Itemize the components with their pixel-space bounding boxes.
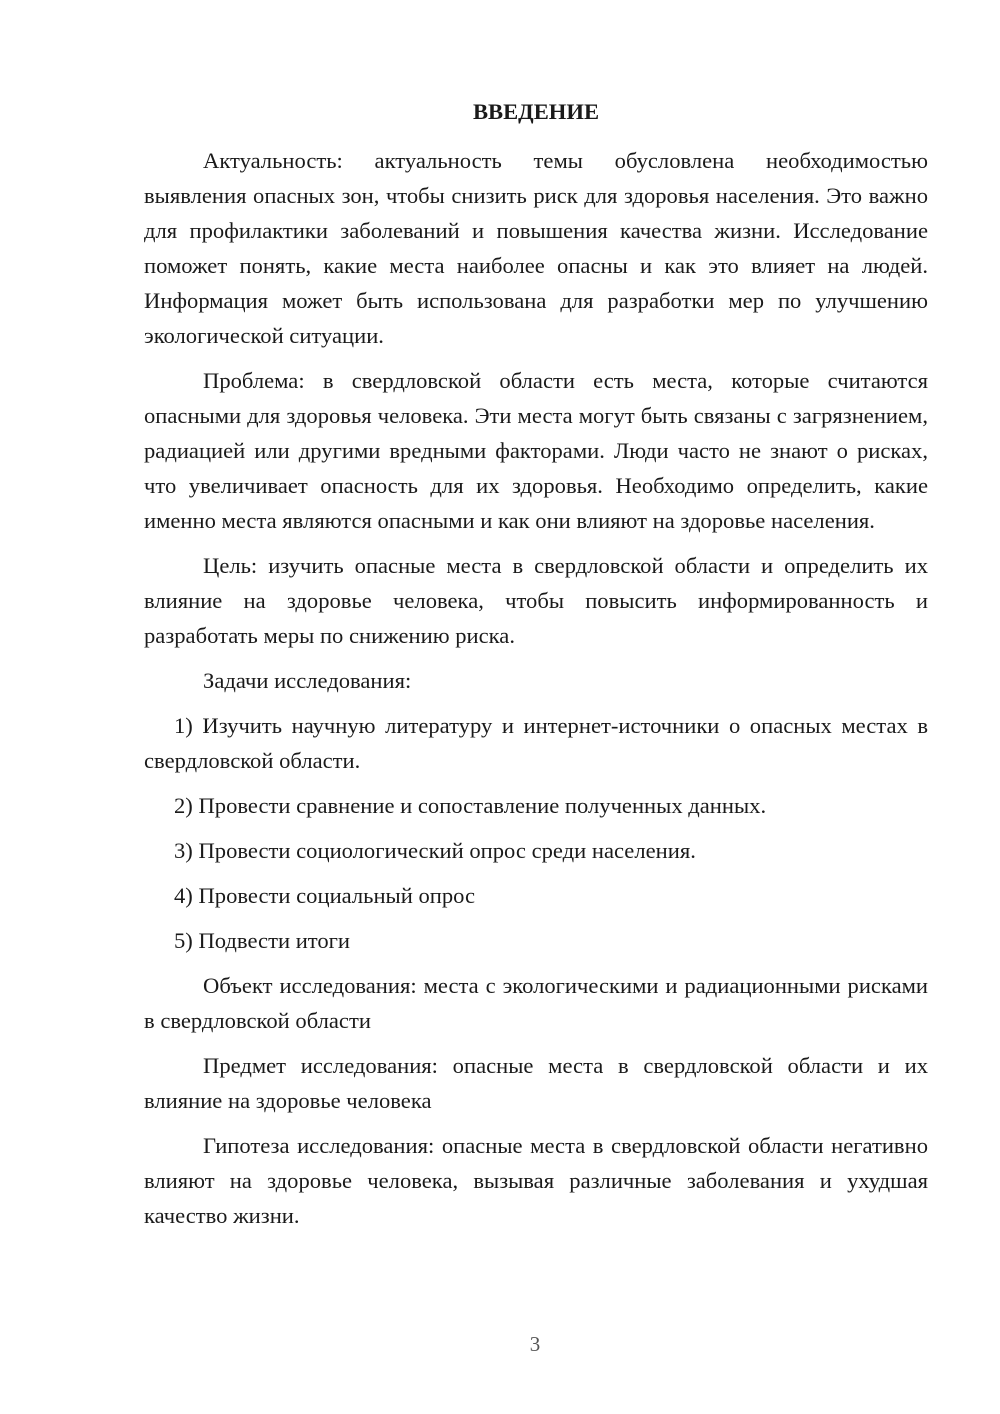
task-item-1: 1) Изучить научную литературу и интернет-источники о опасных местах в свердловской области.	[144, 713, 928, 773]
task-item-3: 3) Провести социологический опрос среди населения.	[174, 838, 696, 863]
paragraph-hypothesis: Гипотеза исследования: опасные места в свердловской области негативно влияют на здоровье человека, вызывая различные заболевания и ухудшая качество жизни.	[144, 1133, 928, 1228]
task-item-2: 2) Провести сравнение и сопоставление полученных данных.	[174, 793, 767, 818]
task-item-4: 4) Провести социальный опрос	[174, 883, 476, 908]
paragraph-object: Объект исследования: места с экологическими и радиационными рисками в свердловской области	[144, 973, 928, 1033]
task-item-5: 5) Подвести итоги	[174, 928, 351, 953]
page-body	[144, 94, 928, 1243]
paragraph-subject: Предмет исследования: опасные места в свердловской области и их влияние на здоровье человека	[144, 1053, 928, 1113]
paragraph-goal: Цель: изучить опасные места в свердловской области и определить их влияние на здоровье человека, чтобы повысить информированность и разработать меры по снижению риска.	[144, 553, 928, 648]
paragraph-problem: Проблема: в свердловской области есть места, которые считаются опасными для здоровья человека. Эти места могут быть связаны с загрязнением, радиацией или другими вредными факторами. Люди часто не знают о рисках, что увеличивает опасность для их здоровья. Необходимо определить, какие именно места являются опасными и как они влияют на здоровье населения.	[144, 368, 928, 533]
page-number: 3	[529, 1332, 541, 1356]
paragraph-tasks-heading: Задачи исследования:	[203, 668, 412, 693]
paragraph-relevance: Актуальность: актуальность темы обусловлена необходимостью выявления опасных зон, чтобы снизить риск для здоровья населения. Это важно для профилактики заболеваний и повышения качества жизни. Исследование поможет понять, какие места наиболее опасны и как это влияет на людей. Информация может быть использована для разработки мер по улучшению экологической ситуации.	[144, 148, 928, 348]
page-title: ВВЕДЕНИЕ	[472, 99, 600, 124]
